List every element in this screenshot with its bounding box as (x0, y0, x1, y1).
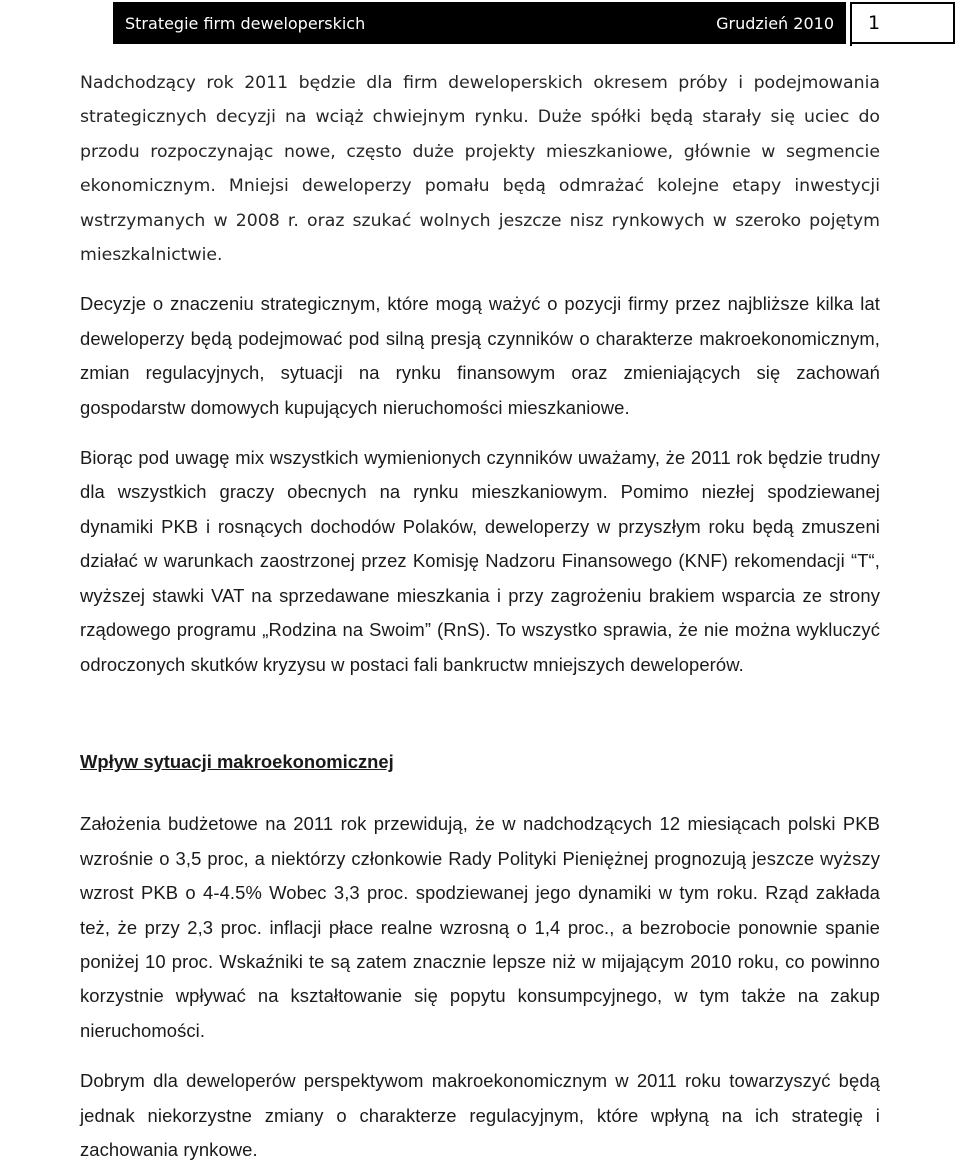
page-number-box (850, 2, 955, 44)
paragraph-decisions: Decyzje o znaczeniu strategicznym, które mogą ważyć o pozycji firmy przez najbliższe kilka lat deweloperzy będą podejmować pod silną presją czynników o charakterze makroekonomicznym, zmian regulacyjnych, sytuacji na rynku finansowym oraz zmieniających się zachowań gospodarstw domowych kupujących nieruchomości mieszkaniowe. (80, 293, 880, 418)
paragraph-intro: Nadchodzący rok 2011 będzie dla firm deweloperskich okresem próby i podejmowania strategicznych decyzji na wciąż chwiejnym rynku. Duże spółki będą starały się uciec do przodu rozpoczynając nowe, często duże projekty mieszkaniowe, głównie w segmencie ekonomicznym. Mniejsi deweloperzy pomału będą odmrażać kolejne etapy inwestycji wstrzymanych w 2008 r. oraz szukać wolnych jeszcze nisz rynkowych w szeroko pojętym mieszkalnictwie. (80, 73, 880, 266)
document-body (80, 66, 880, 1167)
paragraph-regulatory: Dobrym dla deweloperów perspektywom makroekonomicznym w 2011 roku towarzyszyć będą jednak niekorzystne zmiany o charakterze regulacyjnym, które wpłyną na ich strategię i zachowania rynkowe. (80, 1070, 880, 1160)
header-bar (113, 2, 846, 44)
paragraph-budget: Założenia budżetowe na 2011 rok przewidują, że w nadchodzących 12 miesiącach polski PKB wzrośnie o 3,5 proc, a niektórzy członkowie Rady Polityki Pieniężnej prognozują jeszcze wyższy wzrost PKB o 4-4.5% Wobec 3,3 proc. spodziewanej jego dynamiki w tym roku. Rząd zakłada też, że przy 2,3 proc. inflacji płace realne wzrosną o 1,4 proc., a bezrobocie ponownie spanie poniżej 10 proc. Wskaźniki te są zatem znacznie lepsze niż w mijającym 2010 roku, co powinno korzystnie wpływać na kształtowanie się popytu konsumpcyjnego, w tym także na zakup nieruchomości. (80, 813, 880, 1041)
page-number-divider (850, 4, 852, 46)
page-number: 1 (868, 12, 881, 34)
section-heading: Wpływ sytuacji makroekonomicznej (80, 750, 394, 772)
paragraph-outlook: Biorąc pod uwagę mix wszystkich wymienionych czynników uważamy, że 2011 rok będzie trudny dla wszystkich graczy obecnych na rynku mieszkaniowym. Pomimo niezłej spodziewanej dynamiki PKB i rosnących dochodów Polaków, deweloperzy w przyszłym roku będą zmuszeni działać w warunkach zaostrzonej przez Komisję Nadzoru Finansowego (KNF) rekomendacji “T“, wyższej stawki VAT na sprzedawane mieszkania i przy zagrożeniu brakiem wsparcia ze strony rządowego programu „Rodzina na Swoim” (RnS). To wszystko sprawia, że nie można wykluczyć odroczonych skutków kryzysu w postaci fali bankructw mniejszych deweloperów. (80, 447, 880, 675)
page-header (0, 0, 960, 46)
document-title: Strategie firm deweloperskich (125, 13, 366, 33)
document-date: Grudzień 2010 (716, 13, 834, 33)
